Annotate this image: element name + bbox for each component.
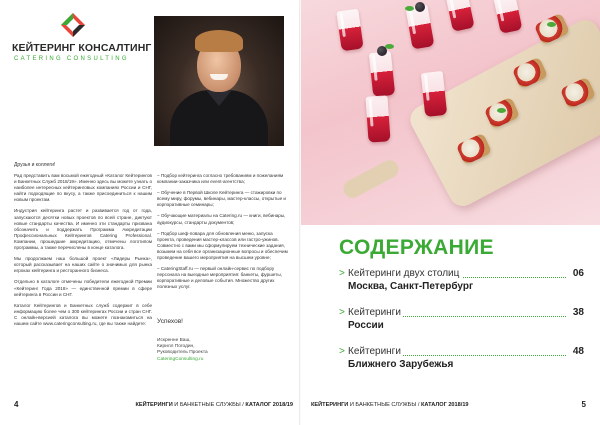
toc-page-number: 38 [572, 307, 584, 318]
signature-line: Искренне Ваш, [157, 338, 191, 343]
running-title [135, 402, 293, 408]
toc-entry[interactable] [339, 307, 584, 331]
signature-role: Руководитель Проекта [157, 350, 208, 356]
toc-subtitle: Москва, Санкт-Петербург [348, 281, 474, 292]
shot-glass [421, 71, 447, 117]
toc-label: Кейтеринги двух столиц [348, 268, 460, 279]
right-footer [301, 400, 600, 414]
logo-title: КЕЙТЕРИНГ КОНСАЛТИНГ [12, 42, 152, 54]
toc-row [339, 346, 584, 360]
toc-label: Кейтеринги [348, 346, 401, 357]
herb-garnish [497, 108, 506, 113]
signature-site-link[interactable]: CateringConsulting.ru [157, 356, 204, 362]
toc-leader-dots [403, 355, 566, 356]
blackberry [415, 2, 425, 12]
toc-page-number: 48 [572, 346, 584, 357]
runner-bold: КЕЙТЕРИНГИ [135, 402, 173, 408]
portrait-hair [195, 30, 243, 52]
paragraph: Мы продолжаем наш большой проект «Лидеры Рынка», который рассказывает на наших сайте о значимых для рынка игроках кейтеринга и ресторанного бизнеса. [14, 256, 152, 274]
left-footer [14, 400, 299, 414]
mint-leaf [405, 6, 414, 11]
herb-garnish [547, 22, 556, 27]
page-number: 4 [14, 400, 19, 409]
runner-bold-2: КАТАЛОГ 2018/19 [245, 402, 293, 408]
shot-glass [493, 0, 522, 34]
shot-glass [445, 0, 474, 32]
signature-name: Кирилл Погодин, [157, 344, 195, 350]
toc-leader-dots [403, 316, 566, 317]
runner-bold-2: КАТАЛОГ 2018/19 [420, 402, 469, 408]
runner-text: И БАНКЕТНЫЕ СЛУЖБЫ / [172, 402, 246, 408]
service-item: – Подбор кейтеринга согласно требованиям и пожеланиям компании-заказчика или event-агентства; [157, 173, 284, 185]
toc-subtitle: Ближнего Зарубежья [348, 359, 454, 370]
logo-mark-icon [60, 12, 86, 38]
toc-title: СОДЕРЖАНИЕ [339, 236, 494, 259]
letter-column-1 [14, 173, 152, 332]
runner-text: И БАНКЕТНЫЕ СЛУЖБЫ / [348, 402, 421, 408]
chevron-right-icon: > [339, 268, 345, 279]
service-item: – Подбор шеф-повара для обновления меню, запуска проекта, проведения мастер-классов или гастро-ужинов. Совместно с вами мы сформулируем технические задания, возьмем на себя все организационные вопросы и обеспечим проведение вашего мероприятия на высшем уровне; [157, 230, 288, 261]
toc-leader-dots [463, 277, 566, 278]
chevron-right-icon: > [339, 346, 345, 357]
shot-glass [336, 9, 363, 52]
greeting: Друзья и коллеги! [14, 162, 56, 168]
right-page [301, 0, 600, 425]
chevron-right-icon: > [339, 307, 345, 318]
signature [157, 338, 287, 363]
toc-entry[interactable] [339, 346, 584, 370]
paragraph: Индустрия кейтеринга растет и развивается год от года, запускаются десятки новых проектов по всей стране, диктуют новые стандарты качества. И именно эти стандарты призвана обозначить и поддержать Программа Аккредитации Профессиональных Кейтерингов Catering Professional. Компании, прошедшие аккредитацию, отмечены логотипом программы, а также перечислены в конце каталога. [14, 208, 152, 251]
running-title [311, 402, 469, 408]
paragraph: Рад представить вам восьмой ежегодный «Каталог Кейтерингов и Банкетных Служб 2018/19». Именно здесь вы можете узнать о наиболее интересных кейтеринговых компаниях России и СНГ, найти подходящие по вкусу, а также присоединиться к нашим новым проектам. [14, 173, 152, 203]
toc-row [339, 307, 584, 321]
runner-bold: КЕЙТЕРИНГИ [311, 402, 349, 408]
toc-row [339, 268, 584, 282]
catering-photo [301, 0, 600, 225]
toc-page-number: 06 [572, 268, 584, 279]
shot-glass [365, 95, 390, 142]
paragraph: Отдельно в каталоге отмечены победители ежегодной Премии «Кейтеринг Года 2018» — единственной премии в сфере кейтеринга в России и СНГ. [14, 279, 152, 297]
author-portrait [154, 16, 284, 146]
toc-label: Кейтеринги [348, 307, 401, 318]
toc-entry[interactable] [339, 268, 584, 292]
service-item: – Обучение в Первой Школе Кейтеринга — стажировки по всему миру, форумы, вебинары, мастер-классы, открытые и корпоративные семинары; [157, 190, 286, 208]
page-number: 5 [581, 400, 586, 409]
letter-column-2 [157, 173, 289, 296]
shot-glass [369, 51, 395, 97]
mint-leaf [385, 44, 394, 49]
service-item: – CateringStaff.ru — первый онлайн-сервис по подбору персонала на выездные мероприятия: банкеты, фуршеты, корпоративные и деловые события. Множество других полезных услуг. [157, 266, 282, 290]
closing-wish: Успехов! [157, 318, 183, 325]
logo-subtitle: CATERING CONSULTING [14, 56, 129, 62]
paragraph: Каталог Кейтерингов и Банкетных служб содержит в себе информацию более чем о 300 кейтерингах России и стран СНГ. С онлайн-версией каталога вы можете познакомиться на нашем сайте www.cateringconsulting.ru, где вы также найдете: [14, 302, 152, 326]
service-item: – Обучающие материалы на Catering.ru — книги, вебинары, аудиокурсы, стандарты документов; [157, 213, 286, 225]
toc-subtitle: России [348, 320, 384, 331]
serving-board-handle [340, 157, 401, 201]
